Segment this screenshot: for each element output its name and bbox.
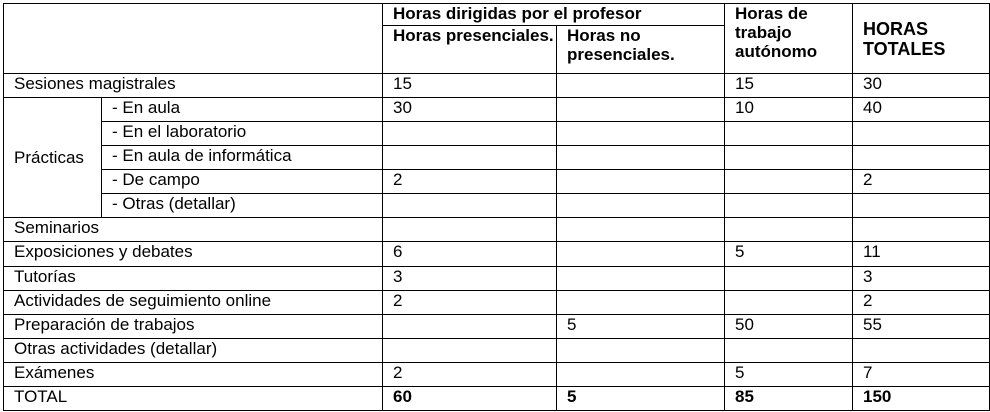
cell-autonomo — [725, 266, 853, 290]
cell-no-presenciales: 5 — [557, 386, 725, 410]
table-row — [4, 146, 990, 170]
cell-autonomo: 50 — [725, 314, 853, 338]
cell-total: 2 — [853, 170, 990, 194]
header-totales-cell: HORAS TOTALES — [853, 4, 990, 74]
table-row — [4, 74, 990, 98]
cell-total — [853, 194, 990, 218]
cell-total — [853, 122, 990, 146]
cell-presenciales: 60 — [383, 386, 557, 410]
row-label: Actividades de seguimiento online — [4, 290, 383, 314]
cell-autonomo — [725, 290, 853, 314]
cell-autonomo: 15 — [725, 74, 853, 98]
cell-total: 7 — [853, 362, 990, 386]
row-label: - En aula de informática — [102, 146, 383, 170]
row-label: TOTAL — [4, 386, 383, 410]
cell-autonomo: 10 — [725, 98, 853, 122]
row-label: Exposiciones y debates — [4, 242, 383, 266]
cell-presenciales — [383, 338, 557, 362]
table-row — [4, 218, 990, 242]
total-row — [4, 386, 990, 410]
row-label: - Otras (detallar) — [102, 194, 383, 218]
cell-autonomo — [725, 338, 853, 362]
cell-no-presenciales — [557, 266, 725, 290]
cell-presenciales: 2 — [383, 170, 557, 194]
table-row — [4, 98, 990, 122]
table-row — [4, 266, 990, 290]
cell-no-presenciales — [557, 290, 725, 314]
cell-autonomo — [725, 146, 853, 170]
header-autonomo-cell: Horas de trabajo autónomo — [725, 4, 853, 74]
row-label: - En aula — [102, 98, 383, 122]
header-row-1 — [4, 4, 990, 26]
table-row — [4, 290, 990, 314]
cell-total — [853, 218, 990, 242]
row-label: Otras actividades (detallar) — [4, 338, 383, 362]
row-label: Preparación de trabajos — [4, 314, 383, 338]
cell-autonomo — [725, 218, 853, 242]
cell-presenciales: 30 — [383, 98, 557, 122]
header-presenciales-cell: Horas presenciales. — [383, 26, 557, 74]
cell-presenciales — [383, 314, 557, 338]
table-row — [4, 314, 990, 338]
cell-presenciales — [383, 122, 557, 146]
cell-no-presenciales — [557, 194, 725, 218]
row-label: Seminarios — [4, 218, 383, 242]
table-row — [4, 122, 990, 146]
row-label: Tutorías — [4, 266, 383, 290]
cell-no-presenciales — [557, 338, 725, 362]
cell-no-presenciales — [557, 362, 725, 386]
row-label: - De campo — [102, 170, 383, 194]
cell-total: 150 — [853, 386, 990, 410]
cell-total: 3 — [853, 266, 990, 290]
cell-total — [853, 338, 990, 362]
cell-autonomo — [725, 122, 853, 146]
cell-no-presenciales — [557, 242, 725, 266]
cell-no-presenciales — [557, 122, 725, 146]
cell-presenciales: 15 — [383, 74, 557, 98]
row-label: Exámenes — [4, 362, 383, 386]
cell-no-presenciales — [557, 146, 725, 170]
cell-autonomo — [725, 170, 853, 194]
table-row — [4, 362, 990, 386]
cell-autonomo: 5 — [725, 362, 853, 386]
cell-presenciales: 3 — [383, 266, 557, 290]
cell-presenciales: 6 — [383, 242, 557, 266]
cell-presenciales: 2 — [383, 362, 557, 386]
header-group-cell: Horas dirigidas por el profesor — [383, 4, 725, 26]
table-row — [4, 170, 990, 194]
cell-no-presenciales: 5 — [557, 314, 725, 338]
cell-total: 40 — [853, 98, 990, 122]
cell-presenciales — [383, 194, 557, 218]
cell-presenciales: 2 — [383, 290, 557, 314]
table-row — [4, 338, 990, 362]
table-row — [4, 194, 990, 218]
header-empty-cell — [4, 4, 383, 74]
cell-total: 30 — [853, 74, 990, 98]
cell-no-presenciales — [557, 98, 725, 122]
cell-presenciales — [383, 146, 557, 170]
row-label: - En el laboratorio — [102, 122, 383, 146]
cell-autonomo: 5 — [725, 242, 853, 266]
cell-presenciales — [383, 218, 557, 242]
header-no-presenciales-cell: Horas no presenciales. — [557, 26, 725, 74]
cell-total — [853, 146, 990, 170]
cell-total: 11 — [853, 242, 990, 266]
cell-total: 55 — [853, 314, 990, 338]
cell-no-presenciales — [557, 218, 725, 242]
cell-no-presenciales — [557, 74, 725, 98]
cell-autonomo — [725, 194, 853, 218]
cell-total: 2 — [853, 290, 990, 314]
hours-table — [3, 3, 990, 411]
cell-no-presenciales — [557, 170, 725, 194]
practicas-group-label: Prácticas — [4, 98, 102, 218]
table-row — [4, 242, 990, 266]
cell-autonomo: 85 — [725, 386, 853, 410]
row-label: Sesiones magistrales — [4, 74, 383, 98]
